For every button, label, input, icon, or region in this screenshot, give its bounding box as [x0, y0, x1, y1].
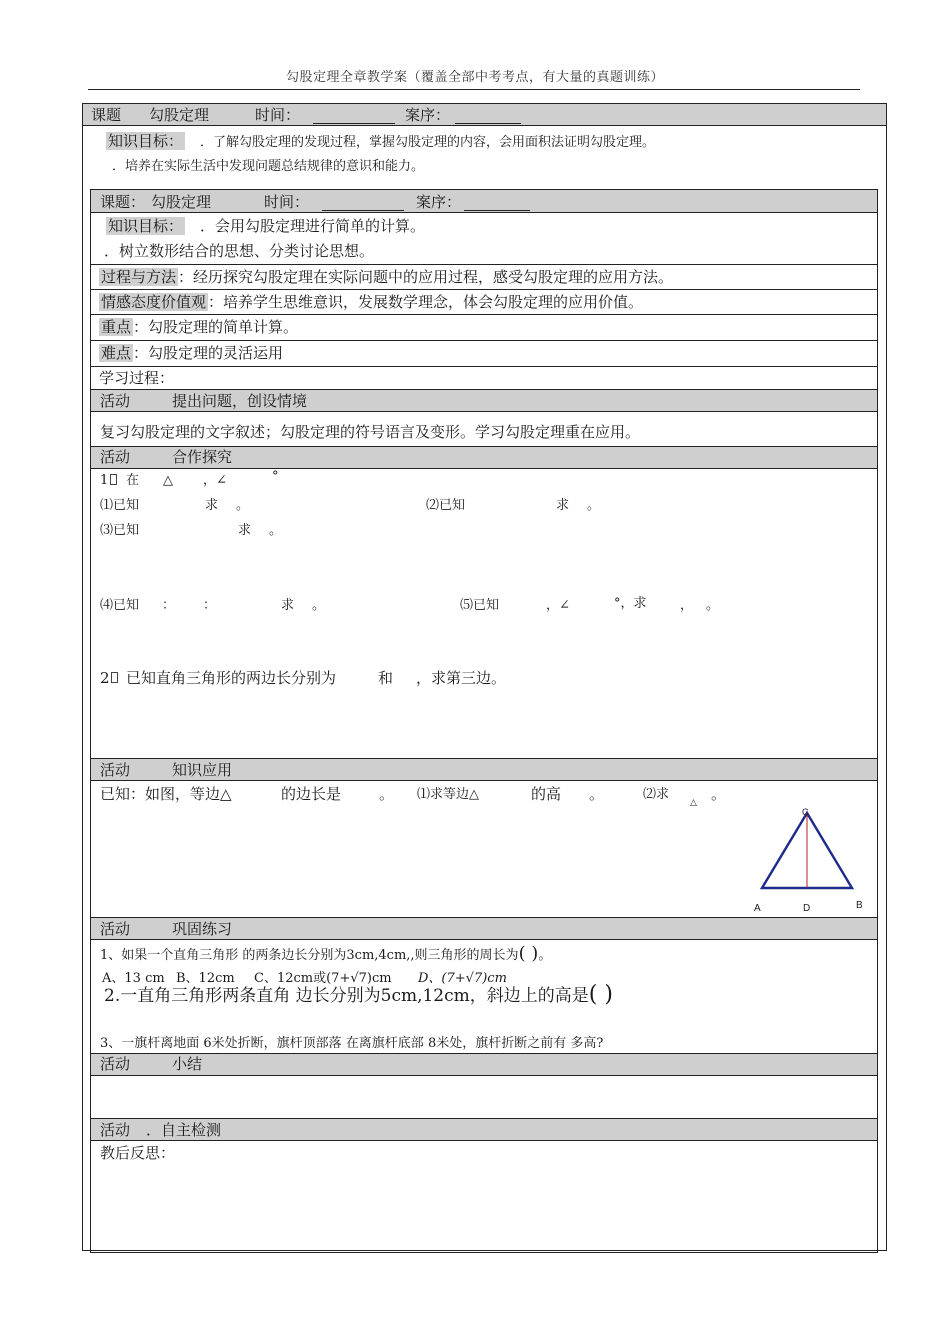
q1-2-end: 。: [587, 498, 601, 513]
activity3-title: 知识应用: [172, 761, 233, 779]
block1-time-blank: [313, 123, 395, 124]
q1-box-glyph: [110, 474, 117, 485]
process-label: 过程与方法: [101, 268, 177, 286]
a3-text4: ⑴求等边△: [417, 787, 479, 802]
page-header: 勾股定理全章教学案（覆盖全部中考考点，有大量的真题训练）: [285, 70, 664, 85]
label-b: B: [856, 900, 863, 911]
q1-1-end: 。: [236, 498, 250, 513]
q2-number: 2: [100, 669, 110, 687]
activity5-band: [91, 1053, 877, 1075]
a4-q1-paren: ( ): [518, 943, 539, 964]
a4-opt-a: A、13 cm: [102, 971, 165, 986]
q1-triangle: △: [163, 473, 173, 488]
q1-4-colon1: ：: [162, 598, 176, 613]
emotion-label: 情感态度价值观: [101, 293, 207, 311]
activity2-label: 活动: [100, 448, 131, 466]
a4-q1-end: 。: [538, 948, 552, 963]
label-c: C: [802, 807, 809, 817]
block1-knowledge-line2: ．培养在实际生活中发现问题总结规律的意识和能力。: [112, 159, 425, 174]
a3-text3: 。: [379, 785, 395, 803]
q2-text: 已知直角三角形的两边长分别为: [126, 669, 337, 687]
activity1-title: 提出问题，创设情境: [172, 392, 308, 410]
activity6-label: 活动: [100, 1121, 131, 1139]
block1-knowledge-label: 知识目标：: [108, 132, 184, 150]
header-rule: [88, 89, 860, 90]
a4-q2-paren: ( ): [588, 982, 613, 1007]
a3-text8: △: [690, 798, 697, 808]
reflection-label: 教后反思：: [100, 1144, 176, 1162]
q1-degree: °: [272, 469, 279, 484]
q1-5-degree-find: °，求: [614, 596, 647, 611]
activity2-title: 合作探究: [172, 448, 233, 466]
q1-1-known: ⑴已知: [100, 498, 140, 513]
block2-case-blank: [464, 210, 530, 211]
q1-3-end: 。: [269, 523, 283, 538]
block2-case-label: 案序：: [416, 193, 462, 211]
q1-in: 在: [126, 473, 140, 488]
q1-number: 1: [100, 473, 109, 488]
process-text: ：经历探究勾股定理在实际问题中的应用过程，感受勾股定理的应用方法。: [178, 268, 674, 286]
q1-5-angle: ，∠: [546, 598, 570, 613]
block1-time-label: 时间：: [255, 106, 301, 124]
difficulty-text: ：勾股定理的灵活运用: [133, 344, 284, 362]
q1-4-colon2: ：: [203, 598, 217, 613]
q2-box-glyph: [111, 672, 118, 683]
a4-q1: 1、如果一个直角三角形 的两条边长分别为3cm,4cm,,则三角形的周长为: [100, 948, 519, 963]
activity1-label: 活动: [100, 392, 131, 410]
block2-subject: 勾股定理: [151, 192, 237, 213]
block2-knowledge-label: 知识目标：: [108, 217, 184, 235]
block2-time-blank: [322, 210, 404, 211]
block2-knowledge-line2: ．树立数形结合的思想、分类讨论思想。: [104, 242, 375, 260]
label-d: D: [803, 903, 811, 914]
key-text: ：勾股定理的简单计算。: [133, 318, 299, 336]
q1-5-comma: ，: [680, 598, 694, 613]
a3-text6: 。: [589, 785, 605, 803]
q1-3-known: ⑶已知: [100, 523, 140, 538]
block2-knowledge-line1: ．会用勾股定理进行简单的计算。: [200, 217, 426, 235]
block1-subject-label: 课题: [91, 106, 122, 124]
activity6-title: ．自主检测: [146, 1121, 222, 1139]
block1-case-blank: [455, 123, 521, 124]
q2-end: ，求第三边。: [416, 669, 507, 687]
label-a: A: [754, 903, 761, 914]
block1-case-label: 案序：: [405, 106, 451, 124]
block1-knowledge-line1: ．了解勾股定理的发现过程，掌握勾股定理的内容，会用面积法证明勾股定理。: [200, 135, 656, 150]
activity1-content: 复习勾股定理的文字叙述；勾股定理的符号语言及变形。学习勾股定理重在应用。: [100, 423, 641, 441]
q1-angle: ，∠: [203, 473, 227, 488]
q1-4-known: ⑷已知: [100, 598, 140, 613]
difficulty-label: 难点: [101, 344, 132, 362]
activity3-label: 活动: [100, 761, 131, 779]
block1-subject: 勾股定理: [149, 105, 227, 126]
block2-time-label: 时间：: [264, 193, 310, 211]
q2-and: 和: [378, 669, 394, 687]
block2-subject-label: 课题：: [100, 193, 146, 211]
a4-opt-b: B、12cm: [176, 971, 235, 986]
q1-4-end: 。: [312, 598, 326, 613]
a4-opt-d: D、(7+√7)cm: [418, 971, 507, 986]
a3-text2: 的边长是: [281, 785, 342, 803]
activity4-title: 巩固练习: [172, 920, 233, 938]
q1-5-end: 。: [706, 598, 720, 613]
a4-q2: 2.一直角三角形两条直角 边长分别为5cm,12cm，斜边上的高是: [104, 986, 589, 1006]
a3-text9: 。: [711, 785, 727, 803]
q1-2-find: 求: [556, 498, 570, 513]
q1-4-find: 求: [281, 598, 295, 613]
a4-opt-c: C、12cm或(7+√7)cm: [254, 971, 392, 986]
a3-text7: ⑵求: [643, 787, 670, 802]
q1-3-find: 求: [238, 523, 252, 538]
a3-text5: 的高: [531, 785, 562, 803]
activity5-label: 活动: [100, 1055, 131, 1073]
a3-text1: 已知：如图，等边△: [100, 785, 232, 803]
q1-5-known: ⑸已知: [460, 598, 500, 613]
a4-q3: 3、一旗杆离地面 6米处折断，旗杆顶部落 在离旗杆底部 8米处，旗杆折断之前有 多高?: [100, 1036, 604, 1051]
learning-process-label: 学习过程：: [99, 369, 175, 387]
q1-1-find: 求: [205, 498, 219, 513]
equilateral-triangle-figure: [748, 800, 868, 918]
emotion-text: ：培养学生思维意识，发展数学理念，体会勾股定理的应用价值。: [208, 293, 644, 311]
activity5-title: 小结: [172, 1055, 203, 1073]
q1-2-known: ⑵已知: [426, 498, 466, 513]
key-label: 重点: [101, 318, 132, 336]
activity4-label: 活动: [100, 920, 131, 938]
